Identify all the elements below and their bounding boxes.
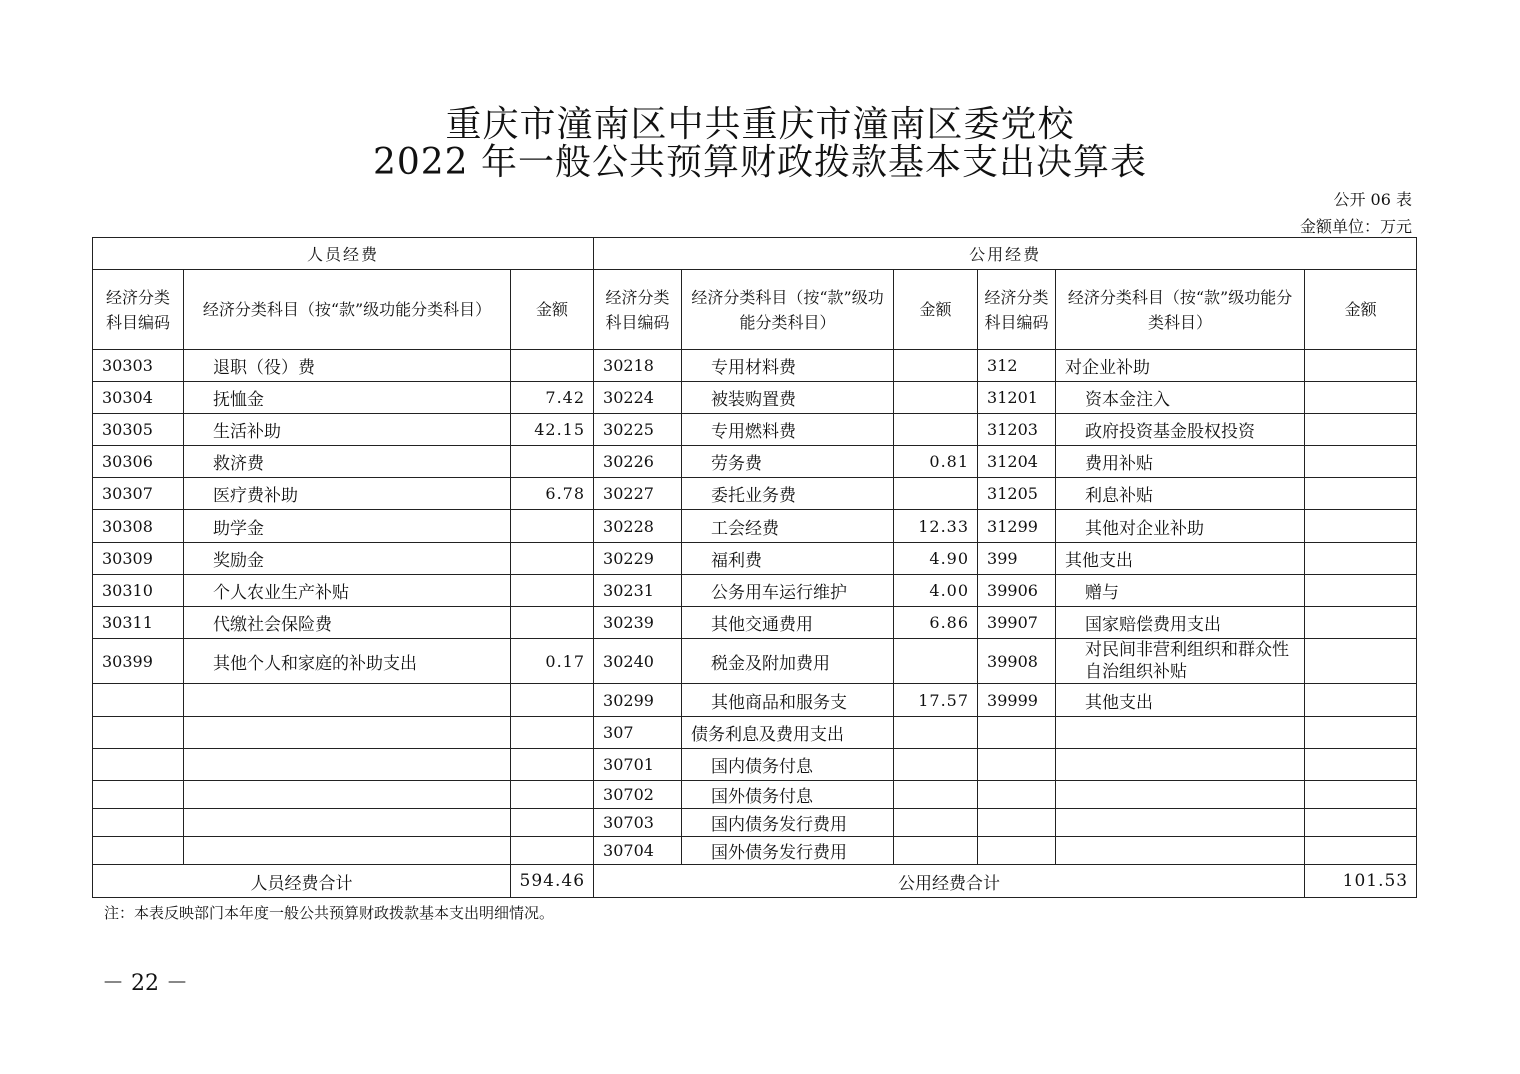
col-header-name: 经济分类科目（按“款”级功能分类科目） (184, 270, 511, 350)
cell-g1-name: 债务利息及费用支出 (682, 717, 894, 749)
cell-g2-amt (1305, 382, 1417, 414)
document-title-line1: 重庆市潼南区中共重庆市潼南区委党校 (445, 104, 1075, 145)
cell-g2-name: 资本金注入 (1056, 382, 1305, 414)
cell-g1-amt (894, 809, 978, 837)
cell-g1-name: 公务用车运行维护 (682, 575, 894, 607)
cell-p-code (93, 837, 184, 865)
cell-p-name: 退职（役）费 (184, 350, 511, 382)
table-row (93, 607, 1417, 639)
table-row (93, 781, 1417, 809)
col-header-name: 经济分类科目（按“款”级功能分类科目） (1056, 270, 1305, 350)
cell-g1-name: 专用燃料费 (682, 414, 894, 446)
cell-g1-amt: 0.81 (894, 446, 978, 478)
cell-p-code: 30306 (93, 446, 184, 478)
cell-p-code: 30309 (93, 543, 184, 575)
col-header-name: 经济分类科目（按“款”级功能分类科目） (682, 270, 894, 350)
cell-g2-code (978, 837, 1056, 865)
cell-g1-name: 被装购置费 (682, 382, 894, 414)
document-title-line2: 2022 年一般公共预算财政拨款基本支出决算表 (372, 142, 1148, 183)
cell-p-code: 30311 (93, 607, 184, 639)
table-row (93, 510, 1417, 543)
cell-g1-name: 劳务费 (682, 446, 894, 478)
cell-p-name (184, 809, 511, 837)
cell-g2-code: 31204 (978, 446, 1056, 478)
cell-p-amt (511, 543, 594, 575)
cell-g1-amt (894, 350, 978, 382)
cell-g2-amt (1305, 607, 1417, 639)
cell-p-amt (511, 350, 594, 382)
cell-g2-name (1056, 837, 1305, 865)
cell-g2-code (978, 781, 1056, 809)
cell-g1-name: 福利费 (682, 543, 894, 575)
cell-g2-code: 31299 (978, 510, 1056, 543)
cell-g1-name: 其他商品和服务支 (682, 684, 894, 717)
col-header-amount: 金额 (894, 270, 978, 350)
cell-g1-amt: 4.00 (894, 575, 978, 607)
cell-g1-code: 30224 (594, 382, 682, 414)
col-header-amount: 金额 (511, 270, 594, 350)
total-personnel-amount: 594.46 (511, 865, 594, 898)
cell-p-amt (511, 781, 594, 809)
cell-p-code: 30399 (93, 639, 184, 684)
cell-g2-name (1056, 749, 1305, 781)
cell-g2-code: 39906 (978, 575, 1056, 607)
cell-g2-code: 399 (978, 543, 1056, 575)
cell-g2-name (1056, 781, 1305, 809)
cell-g2-name: 对民间非营利组织和群众性自治组织补贴 (1056, 639, 1305, 684)
cell-g2-code (978, 809, 1056, 837)
cell-g1-code: 30227 (594, 478, 682, 510)
table-row (93, 414, 1417, 446)
table-row (93, 543, 1417, 575)
cell-g1-code: 30225 (594, 414, 682, 446)
cell-p-name: 代缴社会保险费 (184, 607, 511, 639)
cell-p-amt: 6.78 (511, 478, 594, 510)
budget-table (92, 237, 1417, 898)
cell-p-name (184, 749, 511, 781)
cell-p-code (93, 717, 184, 749)
page-number: － 22 － (102, 971, 188, 996)
table-row (93, 809, 1417, 837)
cell-g1-code: 30229 (594, 543, 682, 575)
cell-p-code (93, 684, 184, 717)
cell-g2-name: 其他支出 (1056, 543, 1305, 575)
cell-p-amt (511, 749, 594, 781)
total-personnel-label: 人员经费合计 (93, 865, 511, 898)
total-public-label: 公用经费合计 (594, 865, 1305, 898)
table-row (93, 639, 1417, 684)
cell-p-amt (511, 575, 594, 607)
col-header-code: 经济分类科目编码 (594, 270, 682, 350)
cell-g1-name: 其他交通费用 (682, 607, 894, 639)
cell-g2-amt (1305, 639, 1417, 684)
cell-g2-amt (1305, 837, 1417, 865)
cell-g1-code: 307 (594, 717, 682, 749)
cell-p-name: 抚恤金 (184, 382, 511, 414)
cell-g1-name: 国外债务发行费用 (682, 837, 894, 865)
cell-g2-name: 利息补贴 (1056, 478, 1305, 510)
table-row (93, 575, 1417, 607)
total-public-amount: 101.53 (1305, 865, 1417, 898)
cell-p-name (184, 781, 511, 809)
cell-p-name (184, 684, 511, 717)
cell-p-name (184, 717, 511, 749)
cell-p-code: 30307 (93, 478, 184, 510)
cell-p-code: 30310 (93, 575, 184, 607)
cell-p-name: 其他个人和家庭的补助支出 (184, 639, 511, 684)
cell-g2-name: 其他对企业补助 (1056, 510, 1305, 543)
cell-p-code: 30304 (93, 382, 184, 414)
group-personnel-header: 人员经费 (93, 238, 594, 270)
amount-unit: 金额单位：万元 (1299, 217, 1412, 236)
table-note: 注：本表反映部门本年度一般公共预算财政拨款基本支出明细情况。 (104, 904, 555, 922)
cell-g1-amt (894, 414, 978, 446)
cell-g1-name: 国内债务发行费用 (682, 809, 894, 837)
cell-g1-amt: 4.90 (894, 543, 978, 575)
cell-g2-name: 国家赔偿费用支出 (1056, 607, 1305, 639)
cell-g2-code: 31201 (978, 382, 1056, 414)
cell-g2-code: 39907 (978, 607, 1056, 639)
cell-p-name: 助学金 (184, 510, 511, 543)
cell-g1-amt (894, 478, 978, 510)
cell-g2-amt (1305, 543, 1417, 575)
cell-p-amt (511, 607, 594, 639)
cell-g1-code: 30228 (594, 510, 682, 543)
cell-g1-code: 30703 (594, 809, 682, 837)
cell-g1-name: 委托业务费 (682, 478, 894, 510)
cell-g1-name: 工会经费 (682, 510, 894, 543)
cell-p-amt: 7.42 (511, 382, 594, 414)
cell-p-amt (511, 809, 594, 837)
cell-g2-amt (1305, 478, 1417, 510)
cell-p-amt (511, 684, 594, 717)
cell-g1-code: 30299 (594, 684, 682, 717)
table-row (93, 382, 1417, 414)
cell-g2-code: 31205 (978, 478, 1056, 510)
cell-p-code: 30305 (93, 414, 184, 446)
cell-g2-code (978, 749, 1056, 781)
group-public-header: 公用经费 (594, 238, 1417, 270)
cell-g1-code: 30226 (594, 446, 682, 478)
cell-g1-amt: 12.33 (894, 510, 978, 543)
cell-g1-code: 30702 (594, 781, 682, 809)
cell-g1-amt: 6.86 (894, 607, 978, 639)
cell-g1-amt: 17.57 (894, 684, 978, 717)
cell-g1-amt (894, 781, 978, 809)
table-row (93, 478, 1417, 510)
cell-p-amt: 0.17 (511, 639, 594, 684)
cell-g2-code: 39908 (978, 639, 1056, 684)
cell-g1-amt (894, 382, 978, 414)
cell-p-amt (511, 837, 594, 865)
cell-p-name: 个人农业生产补贴 (184, 575, 511, 607)
cell-g2-amt (1305, 350, 1417, 382)
cell-g1-amt (894, 639, 978, 684)
cell-p-name: 救济费 (184, 446, 511, 478)
cell-p-name: 生活补助 (184, 414, 511, 446)
cell-g2-amt (1305, 684, 1417, 717)
cell-g1-name: 税金及附加费用 (682, 639, 894, 684)
cell-g2-name: 政府投资基金股权投资 (1056, 414, 1305, 446)
cell-g2-amt (1305, 575, 1417, 607)
cell-g2-amt (1305, 414, 1417, 446)
cell-g2-code: 312 (978, 350, 1056, 382)
cell-g2-amt (1305, 749, 1417, 781)
cell-p-code (93, 809, 184, 837)
cell-p-name: 医疗费补助 (184, 478, 511, 510)
cell-p-code (93, 749, 184, 781)
cell-g1-code: 30240 (594, 639, 682, 684)
cell-g2-name (1056, 809, 1305, 837)
cell-g2-amt (1305, 809, 1417, 837)
table-number: 公开 06 表 (1333, 190, 1412, 209)
cell-g2-amt (1305, 781, 1417, 809)
table-row (93, 749, 1417, 781)
cell-g2-code: 39999 (978, 684, 1056, 717)
cell-g1-code: 30239 (594, 607, 682, 639)
table-body (93, 350, 1417, 865)
cell-p-amt (511, 446, 594, 478)
table-row (93, 837, 1417, 865)
col-header-code: 经济分类科目编码 (93, 270, 184, 350)
cell-g2-code: 31203 (978, 414, 1056, 446)
cell-p-code: 30303 (93, 350, 184, 382)
cell-g1-name: 国内债务付息 (682, 749, 894, 781)
cell-g2-code (978, 717, 1056, 749)
col-header-code: 经济分类科目编码 (978, 270, 1056, 350)
cell-g2-amt (1305, 717, 1417, 749)
cell-g1-code: 30701 (594, 749, 682, 781)
cell-g1-name: 国外债务付息 (682, 781, 894, 809)
cell-g1-code: 30231 (594, 575, 682, 607)
cell-g1-name: 专用材料费 (682, 350, 894, 382)
table-row (93, 350, 1417, 382)
cell-g2-name: 对企业补助 (1056, 350, 1305, 382)
cell-g1-code: 30704 (594, 837, 682, 865)
cell-g2-name: 其他支出 (1056, 684, 1305, 717)
cell-p-code (93, 781, 184, 809)
cell-g2-name: 赠与 (1056, 575, 1305, 607)
cell-p-name: 奖励金 (184, 543, 511, 575)
cell-p-amt (511, 510, 594, 543)
cell-p-amt (511, 717, 594, 749)
cell-g1-code: 30218 (594, 350, 682, 382)
cell-p-amt: 42.15 (511, 414, 594, 446)
cell-p-code: 30308 (93, 510, 184, 543)
table-row (93, 717, 1417, 749)
cell-p-name (184, 837, 511, 865)
cell-g1-amt (894, 749, 978, 781)
cell-g1-amt (894, 837, 978, 865)
table-row (93, 684, 1417, 717)
cell-g2-name: 费用补贴 (1056, 446, 1305, 478)
cell-g1-amt (894, 717, 978, 749)
col-header-amount: 金额 (1305, 270, 1417, 350)
cell-g2-amt (1305, 446, 1417, 478)
cell-g2-amt (1305, 510, 1417, 543)
table-row (93, 446, 1417, 478)
cell-g2-name (1056, 717, 1305, 749)
